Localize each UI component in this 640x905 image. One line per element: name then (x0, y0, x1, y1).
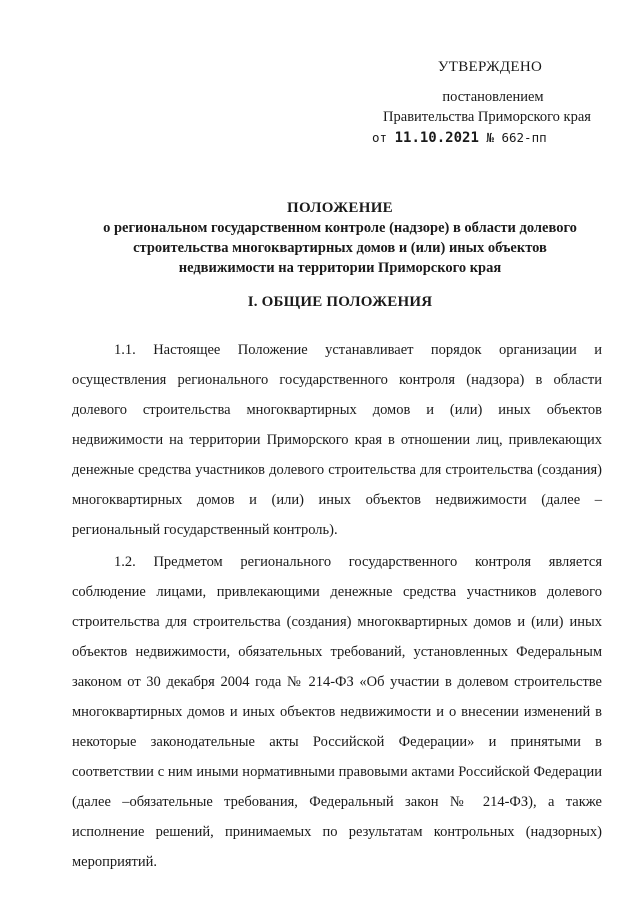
number-prefix: № (486, 130, 494, 145)
date-prefix: от (372, 130, 388, 145)
document-body (72, 335, 602, 879)
approved-label: УТВЕРЖДЕНО (437, 59, 543, 75)
document-title: ПОЛОЖЕНИЕ (287, 200, 393, 216)
document-title-block (60, 198, 620, 278)
approval-number: 662-пп (501, 130, 547, 145)
document-subtitle-line-1: о региональном государственном контроле (надзоре) в области долевого (103, 220, 577, 236)
document-subtitle-line-3: недвижимости на территории Приморского края (178, 260, 502, 276)
approval-stamp (372, 57, 602, 148)
section-heading: I. ОБЩИЕ ПОЛОЖЕНИЯ (247, 294, 433, 310)
approval-date: 11.10.2021 (394, 130, 479, 146)
document-subtitle-line-2: строительства многоквартирных домов и (или) иных объектов (133, 240, 547, 256)
approval-by-line: постановлением (442, 89, 544, 105)
paragraph-1-1: 1.1. Настоящее Положение устанавливает порядок организации и осуществления регионального государственного контроля (надзора) в области долевого строительства многоквартирных домов и (или) иных объектов недвижимости на территории Приморского края в отношении лиц, привлекающих денежные средства участников долевого строительства для строительства (создания) многоквартирных домов и (или) иных объектов недвижимости (далее – региональный государственный контроль). (72, 342, 602, 538)
approval-authority: Правительства Приморского края (383, 109, 591, 125)
approval-date-number (372, 128, 602, 148)
paragraph-1-2: 1.2. Предметом регионального государственного контроля является соблюдение лицами, привлекающими денежные средства участников долевого строительства для строительства (создания) многоквартирных домов и (или) иных объектов недвижимости, обязательных требований, установленных Федеральным законом от 30 декабря 2004 года № 214-ФЗ «Об участии в долевом строительстве многоквартирных домов и иных объектов недвижимости и о внесении изменений в некоторые законодательные акты Российской Федерации» и принятыми в соответствии с ним иными нормативными правовыми актами Российской Федерации (далее –обязательные требования, Федеральный закон № 214-ФЗ), а также исполнение решений, принимаемых по результатам контрольных (надзорных) мероприятий. (72, 554, 602, 870)
